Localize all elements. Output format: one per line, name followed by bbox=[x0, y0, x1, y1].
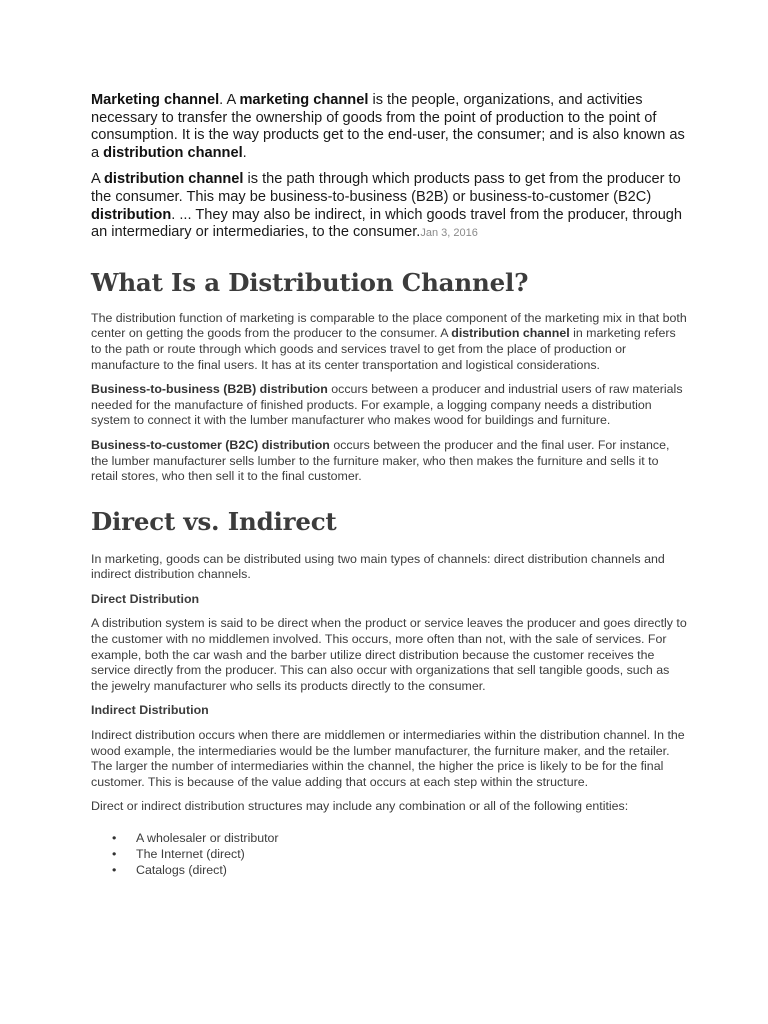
paragraph-structures: Direct or indirect distribution structures may include any combination or all of the following entities: bbox=[91, 799, 629, 814]
text-span: occurs between a producer and industrial users of raw materials needed for the manufacture of finished products. For example, a logging company needs a distribution system to connect it with the lumber manufacturer who makes wood for buildings and furniture. bbox=[91, 382, 683, 428]
text-span: . bbox=[242, 144, 247, 161]
paragraph-b2c bbox=[91, 438, 688, 485]
term-marketing-channel: marketing channel bbox=[239, 92, 369, 108]
list-item: • The Internet (direct) bbox=[136, 847, 688, 863]
text-span: is the path through which products pass to get from the producer to the consumer. This may be business-to-business (B2B) or business-to-customer (B2C) bbox=[91, 171, 681, 205]
term-b2c-distribution: Business-to-customer (B2C) distribution bbox=[91, 437, 330, 452]
text-span: . ... They may also be indirect, in which goods travel from the producer, through an intermediary or intermediaries, to the consumer. bbox=[91, 206, 683, 241]
text-span: in marketing refers to the path or route through which goods and services travel to get from the place of production or manufacture to the final users. It has at its center transportation and logistical considerations. bbox=[91, 326, 676, 372]
term-distribution-channel: distribution channel bbox=[103, 171, 244, 188]
paragraph-indirect-distribution: Indirect distribution occurs when there are middlemen or intermediaries within the distribution channel. In the wood example, the intermediaries would be the lumber manufacturer, the furniture maker, and the retailer. The larger the number of intermediaries within the channel, the higher the price is likely to be for the final customer. This is because of the value adding that occurs at each step within the structure. bbox=[91, 728, 685, 789]
subheading-direct-distribution: Direct Distribution bbox=[91, 591, 200, 606]
paragraph-direct-distribution: A distribution system is said to be direct when the product or service leaves the producer and goes directly to the customer with no middlemen involved. This occurs, more often than not, with the sale of services. For example, both the car wash and the barber utilize direct distribution because the customer receives the service directly from the producer. This can also occur with organizations that sell tangible goods, such as the jewelry manufacturer who sells its products directly to the consumer. bbox=[91, 616, 687, 693]
term-distribution: distribution bbox=[91, 206, 172, 223]
paragraph-distribution-function bbox=[91, 311, 688, 373]
heading-what-is-distribution-channel: What Is a Distribution Channel? bbox=[91, 267, 529, 297]
subheading-indirect-distribution: Indirect Distribution bbox=[91, 703, 209, 718]
paragraph-two-channel-types: In marketing, goods can be distributed using two main types of channels: direct distribution channels and indirect distribution channels. bbox=[91, 551, 665, 582]
heading-direct-vs-indirect: Direct vs. Indirect bbox=[91, 506, 337, 536]
text-span: . A bbox=[219, 92, 240, 108]
text-span: A bbox=[91, 171, 104, 188]
text-span: is the people, organizations, and activities necessary to transfer the ownership of goods from the point of production to the point of consumption. It is the way products get to the end-user, the consumer; and is also known as a bbox=[91, 92, 685, 161]
list-item: • A wholesaler or distributor bbox=[136, 831, 688, 847]
intro-paragraph-marketing-channel bbox=[91, 92, 688, 162]
snippet-date: Jan 3, 2016 bbox=[420, 227, 478, 240]
term-distribution-channel: distribution channel bbox=[103, 144, 243, 161]
term-marketing-channel: Marketing channel bbox=[91, 92, 220, 108]
entity-list bbox=[91, 831, 688, 878]
list-item: • Catalogs (direct) bbox=[136, 863, 688, 879]
text-span: occurs between the producer and the final user. For instance, the lumber manufacturer sells lumber to the furniture maker, who then makes the furniture and sells it to retail stores, who then sell it to the final customer. bbox=[91, 437, 670, 484]
intro-paragraph-distribution-channel bbox=[91, 171, 688, 242]
term-b2b-distribution: Business-to-business (B2B) distribution bbox=[91, 382, 328, 397]
paragraph-b2b bbox=[91, 382, 688, 429]
term-distribution-channel: distribution channel bbox=[451, 326, 570, 341]
text-span: The distribution function of marketing is comparable to the place component of the marketing mix in that both center on getting the goods from the producer to the consumer. A bbox=[91, 310, 687, 341]
